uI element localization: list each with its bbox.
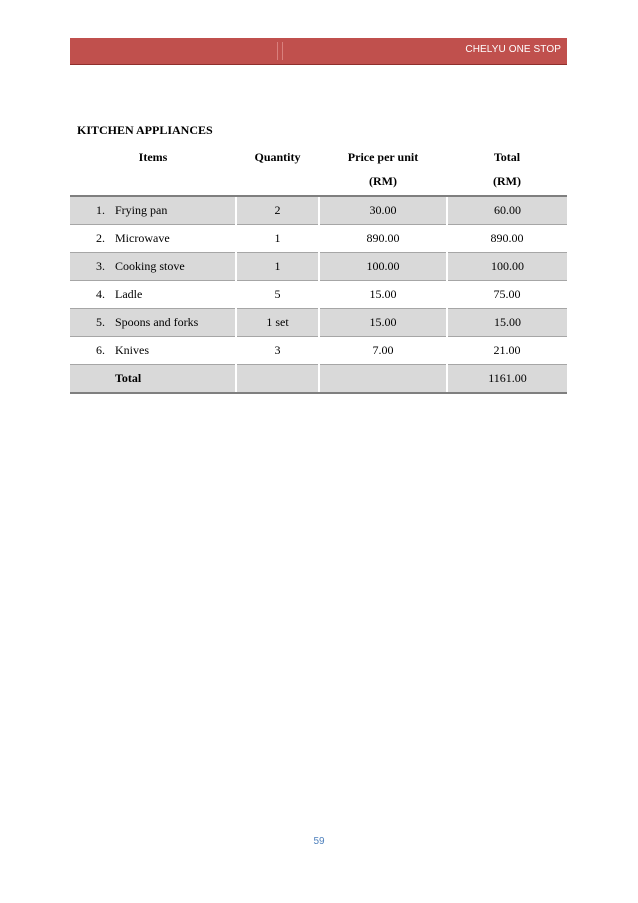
item-cell: 5. Spoons and forks [70,309,236,337]
item-cell: 3. Cooking stove [70,253,236,281]
empty-cell [236,365,319,394]
header-title: CHELYU ONE STOP [465,44,561,55]
total-cell: 75.00 [447,281,567,309]
quantity-cell: 1 [236,253,319,281]
price-cell: 890.00 [319,225,447,253]
total-label: Total [70,365,236,394]
quantity-cell: 5 [236,281,319,309]
header-divider [277,42,278,60]
price-cell: 7.00 [319,337,447,365]
header-divider [282,42,283,60]
quantity-cell: 1 [236,225,319,253]
price-cell: 30.00 [319,196,447,225]
table-row [70,281,567,309]
item-cell: 2. Microwave [70,225,236,253]
quantity-cell: 1 set [236,309,319,337]
quantity-cell: 3 [236,337,319,365]
table-row [70,253,567,281]
column-header-total: Total (RM) [447,145,567,196]
price-cell: 15.00 [319,281,447,309]
empty-cell [319,365,447,394]
price-cell: 15.00 [319,309,447,337]
table-row [70,196,567,225]
table-row [70,337,567,365]
total-cell: 21.00 [447,337,567,365]
column-header-items: Items [70,145,236,196]
column-header-quantity: Quantity [236,145,319,196]
header-bar [70,38,567,65]
item-cell: 4. Ladle [70,281,236,309]
kitchen-appliances-table [70,145,567,394]
grand-total-value: 1161.00 [447,365,567,394]
table-row [70,225,567,253]
price-cell: 100.00 [319,253,447,281]
total-cell: 60.00 [447,196,567,225]
total-cell: 100.00 [447,253,567,281]
table-row [70,309,567,337]
quantity-cell: 2 [236,196,319,225]
item-cell: 6. Knives [70,337,236,365]
table-header-row [70,145,567,196]
item-cell: 1. Frying pan [70,196,236,225]
page-number: 59 [313,836,325,847]
total-cell: 15.00 [447,309,567,337]
total-cell: 890.00 [447,225,567,253]
section-title: KITCHEN APPLIANCES [77,123,213,137]
total-row [70,365,567,394]
column-header-price: Price per unit (RM) [319,145,447,196]
